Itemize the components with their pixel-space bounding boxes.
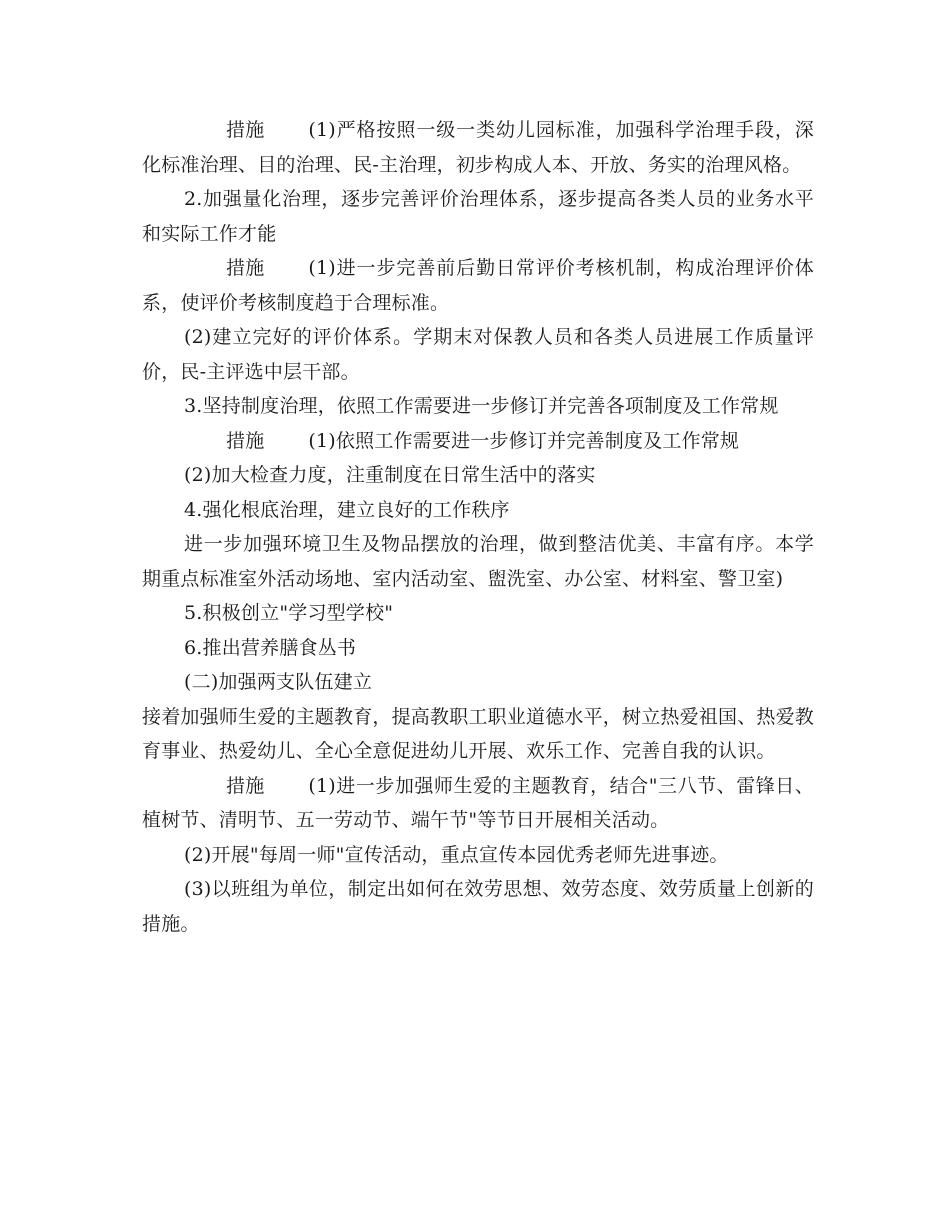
paragraph-item-2	[142, 182, 814, 251]
paragraph-text: (1)依照工作需要进一步修订并完善制度及工作常规	[308, 429, 740, 452]
paragraph-item-6	[142, 631, 814, 666]
paragraph-text: (1)进一步完善前后勤日常评价考核机制，构成治理评价体系，使评价考核制度趋于合理标准。	[142, 257, 814, 314]
paragraph-text: 4.强化根底治理，建立良好的工作秩序	[184, 498, 510, 521]
paragraph-teacher-ethics	[142, 700, 814, 769]
paragraph-text: (2)建立完好的评价体系。学期末对保教人员和各类人员进展工作质量评价，民-主评选中层干部。	[142, 326, 814, 383]
document-body	[142, 113, 814, 941]
paragraph-text: 接着加强师生爱的主题教育，提高教职工职业道德水平，树立热爱祖国、热爱教育事业、热爱幼儿、全心全意促进幼儿开展、欢乐工作、完善自我的认识。	[142, 705, 815, 762]
paragraph-text: (1)严格按照一级一类幼儿园标准，加强科学治理手段，深化标准治理、目的治理、民-主治理，初步构成人本、开放、务实的治理风格。	[142, 119, 814, 176]
paragraph-text: (1)进一步加强师生爱的主题教育，结合"三八节、雷锋日、植树节、清明节、五一劳动节、端午节"等节日开展相关活动。	[142, 774, 814, 831]
paragraph-text: 2.加强量化治理，逐步完善评价治理体系，逐步提高各类人员的业务水平和实际工作才能	[142, 188, 814, 245]
paragraph-sub-3-2	[142, 458, 814, 493]
paragraph-text: (2)开展"每周一师"宣传活动，重点宣传本园优秀老师先进事迹。	[184, 843, 729, 866]
paragraph-measures-3	[142, 424, 814, 459]
paragraph-measures-2	[142, 251, 814, 320]
paragraph-sub-team-service	[142, 872, 814, 941]
section-heading-2	[142, 665, 814, 700]
paragraph-text: (3)以班组为单位，制定出如何在效劳思想、效劳态度、效劳质量上创新的措施。	[142, 878, 814, 935]
measures-label: 措施	[226, 257, 265, 279]
paragraph-text: (二)加强两支队伍建立	[184, 671, 373, 693]
paragraph-item-3	[142, 389, 814, 424]
paragraph-text: 5.积极创立"学习型学校"	[184, 602, 394, 624]
measures-label: 措施	[226, 119, 265, 141]
paragraph-item-4	[142, 493, 814, 528]
paragraph-text: (2)加大检查力度，注重制度在日常生活中的落实	[184, 464, 596, 486]
paragraph-text: 进一步加强环境卫生及物品摆放的治理，做到整洁优美、丰富有序。本学期重点标准室外活动场地、室内活动室、盥洗室、办公室、材料室、警卫室)	[142, 533, 814, 590]
paragraph-text: 6.推出营养膳食丛书	[184, 636, 357, 659]
measures-label: 措施	[226, 774, 265, 797]
paragraph-text: 3.坚持制度治理，依照工作需要进一步修订并完善各项制度及工作常规	[184, 395, 779, 417]
paragraph-environment	[142, 527, 814, 596]
paragraph-measures-1	[142, 113, 814, 182]
paragraph-item-5	[142, 596, 814, 631]
paragraph-measures-4	[142, 769, 814, 838]
measures-label: 措施	[226, 429, 265, 452]
paragraph-sub-2	[142, 320, 814, 389]
paragraph-sub-weekly-teacher	[142, 838, 814, 873]
